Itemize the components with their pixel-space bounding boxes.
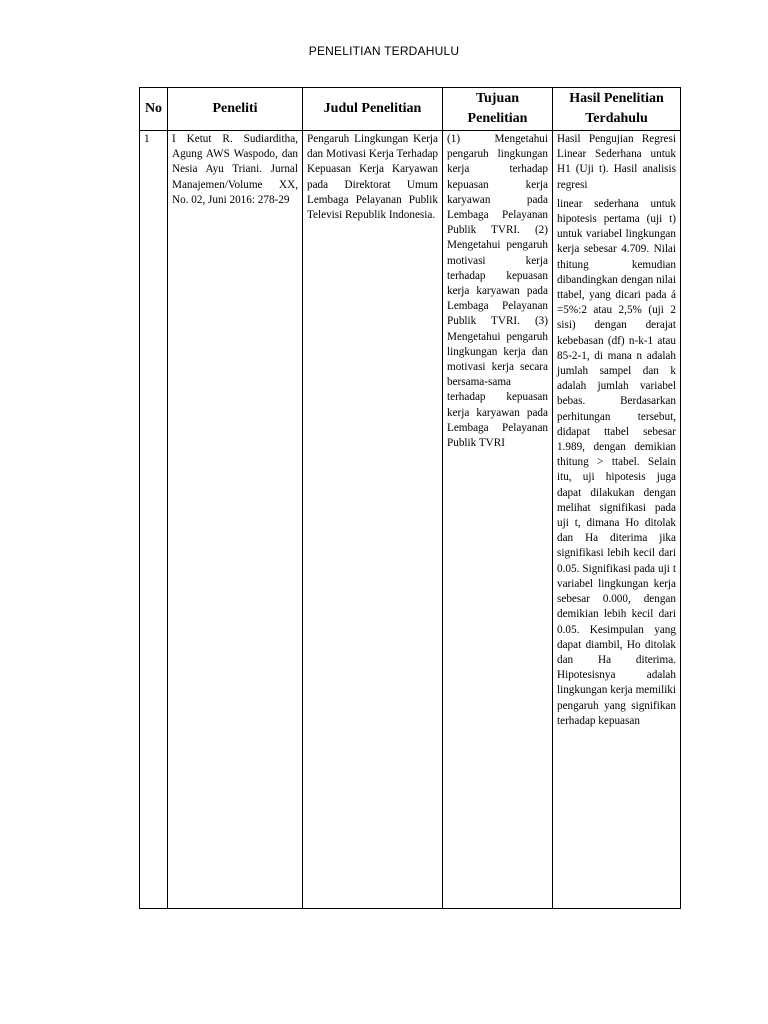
cell-judul: Pengaruh Lingkungan Kerja dan Motivasi Kerja Terhadap Kepuasan Kerja Karyawan pada Direktorat Umum Lembaga Pelayanan Publik Televisi Republik Indonesia. xyxy=(303,131,443,909)
header-hasil: Hasil Penelitian Terdahulu xyxy=(553,88,681,131)
header-no: No xyxy=(140,88,168,131)
cell-hasil xyxy=(553,131,681,909)
header-judul: Judul Penelitian xyxy=(303,88,443,131)
cell-tujuan: (1) Mengetahui pengaruh lingkungan kerja terhadap kepuasan kerja karyawan pada Lembaga Pelayanan Publik TVRI. (2) Mengetahui pengaruh motivasi kerja terhadap kepuasan kerja karyawan pada Lembaga Pelayanan Publik TVRI. (3) Mengetahui pengaruh lingkungan kerja dan motivasi kerja secara bersama-sama terhadap kepuasan kerja karyawan pada Lembaga Pelayanan Publik TVRI xyxy=(443,131,553,909)
header-tujuan: Tujuan Penelitian xyxy=(443,88,553,131)
hasil-paragraph-1: Hasil Pengujian Regresi Linear Sederhana untuk H1 (Uji t). Hasil analisis regresi xyxy=(557,133,676,191)
cell-peneliti: I Ketut R. Sudiarditha, Agung AWS Waspodo, dan Nesia Ayu Triani. Jurnal Manajemen/Volume XX, No. 02, Juni 2016: 278-29 xyxy=(168,131,303,909)
table-header-row xyxy=(140,88,681,131)
research-table xyxy=(139,87,681,909)
table-row xyxy=(140,131,681,909)
header-peneliti: Peneliti xyxy=(168,88,303,131)
cell-no: 1 xyxy=(140,131,168,909)
hasil-paragraph-2: linear sederhana untuk hipotesis pertama (uji t) untuk variabel lingkungan kerja sebesar 4.709. Nilai thitung kemudian dibandingkan dengan nilai ttabel, yang dicari pada á =5%:2 atau 2,5% (uji 2 sisi) dengan derajat kebebasan (df) n-k-1 atau 85-2-1, di mana n adalah jumlah sampel dan k adalah jumlah variabel bebas. Berdasarkan perhitungan tersebut, didapat ttabel sebesar 1.989, dengan demikian thitung > ttabel. Selain itu, uji hipotesis juga dapat dilakukan dengan melihat signifikasi pada uji t, dimana Ho ditolak dan Ha diterima jika signifikasi lebih kecil dari 0.05. Signifikasi pada uji t variabel lingkungan kerja sebesar 0.000, dengan demikian lebih kecil dari 0.05. Kesimpulan yang dapat diambil, Ho ditolak dan Ha diterima. Hipotesisnya adalah lingkungan kerja memiliki pengaruh yang signifikan terhadap kepuasan xyxy=(557,197,676,727)
page-title: PENELITIAN TERDAHULU xyxy=(308,44,460,58)
